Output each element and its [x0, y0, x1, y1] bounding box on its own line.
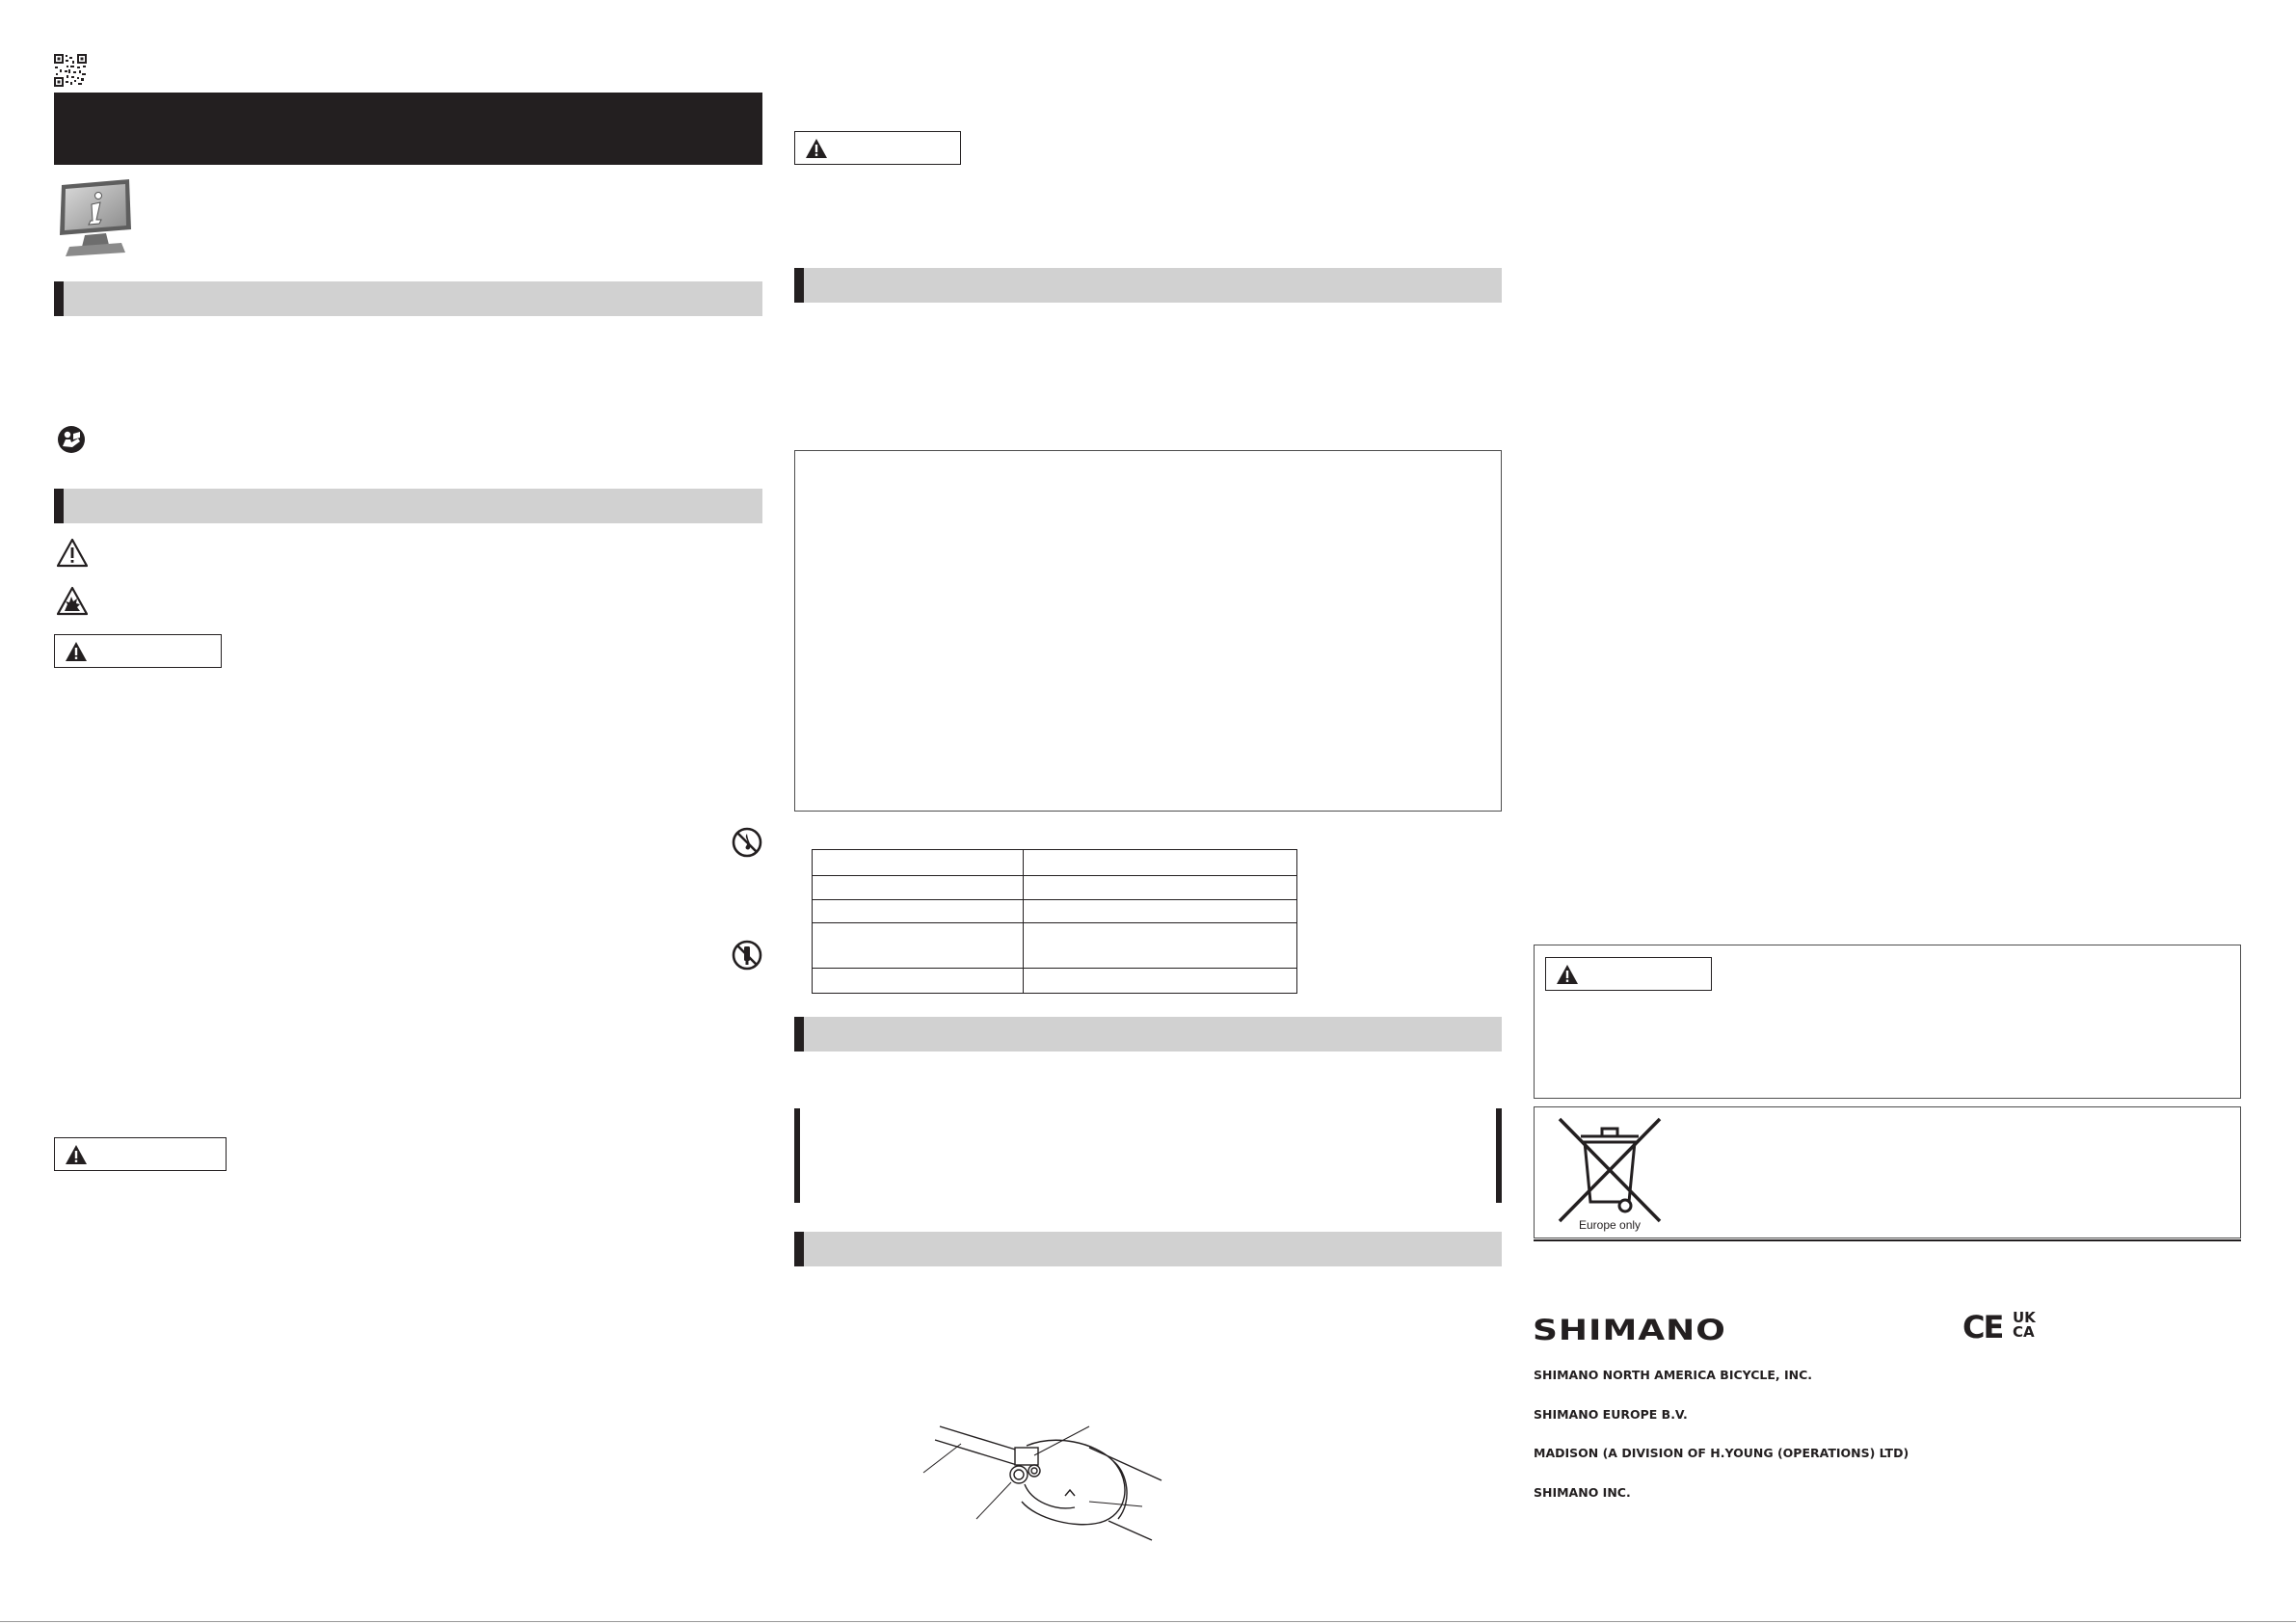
- company-north-america: SHIMANO NORTH AMERICA BICYCLE, INC.: [1534, 1368, 1813, 1382]
- no-disassemble-icon: [732, 940, 762, 971]
- spec-table: [812, 849, 1297, 994]
- company-europe: SHIMANO EUROPE B.V.: [1534, 1407, 1688, 1422]
- section-bar-2: [54, 489, 762, 523]
- section-bar-5: [794, 1232, 1502, 1266]
- table-row: [813, 969, 1297, 994]
- weee-bin-icon: [1552, 1113, 1668, 1229]
- info-monitor-icon: [56, 179, 135, 256]
- explosion-icon: [57, 586, 88, 617]
- weee-caption: Europe only: [1579, 1218, 1642, 1232]
- warning-triangle-icon: [65, 1144, 88, 1165]
- no-fire-icon: [732, 827, 762, 858]
- bottom-trim-line: [0, 1621, 2296, 1622]
- reader-icon: [57, 425, 86, 454]
- table-row: [813, 900, 1297, 923]
- notice-frame: [794, 450, 1502, 812]
- warning-label-box: [54, 634, 222, 668]
- warning-label-box-2: [794, 131, 961, 165]
- qr-code-icon: [54, 54, 87, 87]
- table-row: [813, 876, 1297, 900]
- warning-label-box-3: [1545, 957, 1712, 991]
- section-bar-1: [54, 281, 762, 316]
- company-madison: MADISON (A DIVISION OF H.YOUNG (OPERATIONS) LTD): [1534, 1446, 1909, 1460]
- caution-label-box: [54, 1137, 227, 1171]
- certification-marks: [1962, 1309, 2036, 1345]
- table-row: [813, 923, 1297, 969]
- ukca-mark: UK CA: [2013, 1309, 2036, 1341]
- warning-triangle-icon: [805, 138, 828, 159]
- warning-triangle-icon: [65, 641, 88, 662]
- note-bracket-left: [794, 1108, 800, 1203]
- title-banner: [54, 93, 762, 165]
- table-row: [813, 850, 1297, 876]
- warning-triangle-icon: [1556, 964, 1579, 985]
- divider: [1534, 1239, 2241, 1241]
- company-shimano-inc: SHIMANO INC.: [1534, 1485, 1631, 1500]
- ce-mark: CE: [1962, 1309, 2003, 1345]
- note-bracket-right: [1496, 1108, 1502, 1203]
- section-bar-3: [794, 268, 1502, 303]
- brand-logo: SHIMANO: [1533, 1315, 1726, 1347]
- cable-connection-illustration: [921, 1415, 1171, 1569]
- warning-triangle-icon: [57, 538, 88, 569]
- section-bar-4: [794, 1017, 1502, 1052]
